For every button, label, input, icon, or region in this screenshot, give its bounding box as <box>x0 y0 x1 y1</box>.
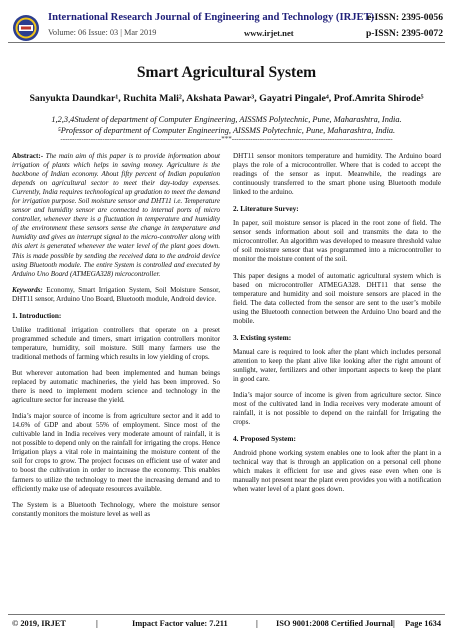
footer-separator: | <box>96 619 98 628</box>
author-list: Sanyukta Daundkar¹, Ruchita Mali², Akshata Pawar³, Gayatri Pingale⁴, Prof.Amrita Shirode⁵ <box>29 93 424 104</box>
right-column <box>233 152 441 502</box>
paper-title: Smart Agricultural System <box>136 64 317 81</box>
paragraph: The System is a Bluetooth Technology, where the moisture sensor constantly monitors the moisture level as well as <box>12 500 220 518</box>
e-issn: e-ISSN: 2395-0056 <box>367 12 443 23</box>
paragraph: Unlike traditional irrigation controllers that operate on a preset programmed schedule and timers, smart irrigation controllers monitor temperature, humidity, soil moisture. Still many farmers use the traditional methods of farming which results in low yielding of crops. <box>12 325 220 361</box>
section-heading-literature: 2. Literature Survey: <box>233 204 299 214</box>
paragraph: DHT11 sensor monitors temperature and humidity. The Arduino board plays the role of a microcontroller. Where that is coded to accept the readings of the sensor as input. Meanwhile, the readings are continuously transferred to the smart phone using Bluetooth module linked to the arduino. <box>233 152 441 197</box>
separator-line: ---------------------------------------------------------------------***--------------------------------------------------------------------- <box>60 135 393 143</box>
abstract-label: Abstract:- <box>12 152 44 160</box>
keywords-text: Economy, Smart Irrigation System, Soil Moisture Sensor, DHT11 sensor, Arduino Uno Board, Bluetooth module, Android device. <box>12 285 220 303</box>
paragraph: This paper designs a model of automatic agricultural system which is based on microcontroller ATMEGA328. DHT11 that sense the temperature and humidity and soil moisture sensors are placed in the field. The data collected from the sensor are sent to the user’s mobile using the Bluetooth connection between the Arduino Uno board and the mobile. <box>233 271 441 325</box>
paragraph: India’s major source of income is given from agriculture sector. Since most of the cultivated land in India receives very moderate amount of rainfall, it is not possible to depend on the rainfall for Irrigating the crops. <box>233 391 441 427</box>
left-column <box>12 152 220 526</box>
affiliation-students: 1,2,3,4Student of department of Computer Engineering, AISSMS Polytechnic, Pune, Maharashtra, India. <box>51 115 402 124</box>
paragraph: Manual care is required to look after the plant which includes personal attention to keep the plant alive like looking after the right amount of sunlight, water, fertilizers and other important aspects to keep the plant in good care. <box>233 347 441 383</box>
paragraph: India’s major source of income is from agriculture sector and it add to 14.6% of GDP and about 55% of employment. Since most of the cultivable land in India receives very moderate amount of rainfall, it is not possible to depend only on the rainfall for irrigating the crops. Hence Irrigation plays a vital role in maintaining the moisture content of the soil for crops to grow. The project focuses on efficient use of water and to boost the cultivation in order to increase the economy. This enables farmers to utilize the technology to meet the increasing demand and to efficiently make use of adequate resources available. <box>12 412 220 493</box>
section-heading-introduction: 1. Introduction: <box>12 310 62 320</box>
section-heading-proposed: 4. Proposed System: <box>233 434 296 444</box>
section-heading-existing: 3. Existing system: <box>233 332 292 342</box>
footer-impact-factor: Impact Factor value: 7.211 <box>132 619 228 628</box>
journal-title: International Research Journal of Engineering and Technology (IRJET) <box>48 12 375 23</box>
paragraph: Android phone working system enables one to look after the plant in a technical way that is through an application on a personal cell phone which makes it efficient for use and gives ease even when one is manually not present near the plant even provides you with a notification when water level of a plant goes down. <box>233 449 441 494</box>
footer-separator: | <box>393 619 395 628</box>
irjet-logo <box>12 14 40 42</box>
volume-issue: Volume: 06 Issue: 03 | Mar 2019 <box>48 28 157 37</box>
affiliation-professor: ⁵Professor of department of Computer Engineering, AISSMS Polytechnic, Pune, Maharashtra, India. <box>57 126 396 135</box>
p-issn: p-ISSN: 2395-0072 <box>365 28 443 39</box>
abstract <box>12 152 220 279</box>
footer-page-number: Page 1634 <box>405 619 442 628</box>
abstract-text: The main aim of this paper is to provide information about irrigation of plants which helps in saving money. Agriculture is the backbone of Indian economy. About fifty percent of Indian population depends on agricultural sector to meet their day-today expenses. Currently, India requires technological up gradation to meet the demand for irrigation purpose. Soil moisture sensor and DHT11 i.e. Temperature sensor and humidity sensor are connected to internal ports of micro controller, whenever there is a fluctuation in temperature and humidity of the environment these sensors sense the change in temperature and humidity and gives an interrupt signal to the micro-controller along with this alert is generated whenever the water level of the plant goes down. This is made possible by sending the received data to the android device using Bluetooth module. The entire System is controlled and executed by Arduino Uno Board (ATMEGA328) microcontroller. <box>12 152 220 278</box>
footer-rule <box>8 614 445 615</box>
footer-copyright: © 2019, IRJET <box>12 619 66 628</box>
keywords-label: Keywords: <box>12 285 43 294</box>
paragraph: In paper, soil moisture sensor is placed in the root zone of field. The sensor sends information about soil and transmits the data to the microcontroller. An algorithm was developed to measure threshold value of soil moisture sensor that was programmed into a microcontroller to monitor the moisture content of the soil. <box>233 219 441 264</box>
journal-url[interactable]: www.irjet.net <box>244 28 294 38</box>
footer-separator: | <box>256 619 258 628</box>
paragraph: But wherever automation had been implemented and human beings replaced by automatic machineries, the yield has been improved. So there is need to implement modern science and technology in the agriculture sector for increase the yield. <box>12 368 220 405</box>
keywords <box>12 286 220 304</box>
journal-header <box>8 8 445 52</box>
footer-iso: ISO 9001:2008 Certified Journal <box>276 619 394 628</box>
header-rule <box>8 42 445 43</box>
